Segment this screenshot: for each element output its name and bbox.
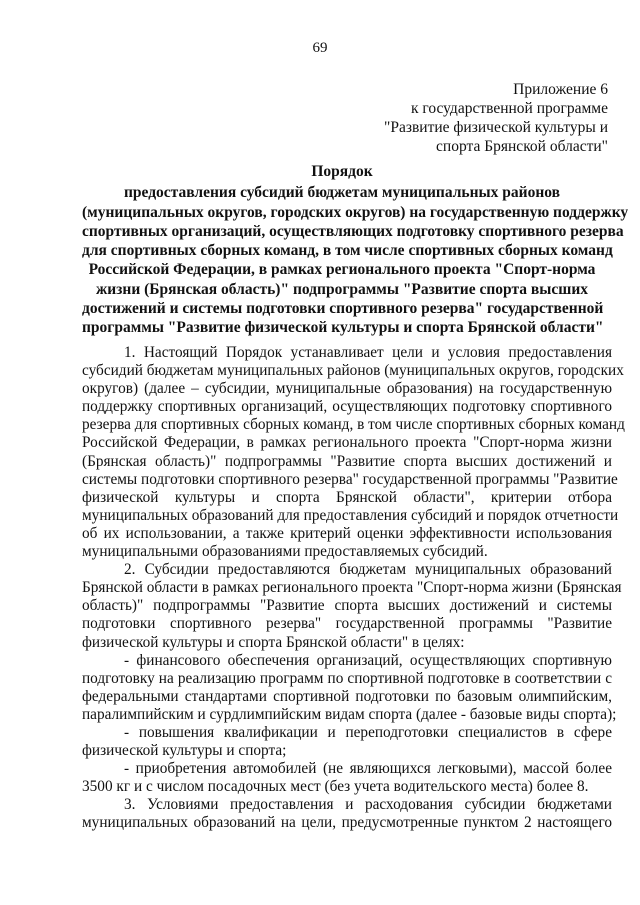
- title-subheading: [82, 183, 629, 337]
- paragraph: [82, 344, 625, 561]
- page-number: 69: [312, 40, 328, 56]
- paragraph-line: подготовку на реализацию программ по спортивной подготовке в соответствии с: [82, 669, 612, 687]
- paragraph: [82, 760, 612, 796]
- document-title: [82, 162, 629, 338]
- title-line: программы "Развитие физической культуры и спорта Брянской области": [82, 319, 604, 337]
- appendix-caption: [384, 80, 608, 156]
- title-line: жизни (Брянская область)" подпрограммы "Развитие спорта высших: [95, 280, 588, 298]
- title-line: для спортивных сборных команд, в том числе спортивных сборных команд: [82, 242, 613, 260]
- paragraph-line: федеральными стандартами спортивной подготовки по базовым олимпийским,: [82, 687, 612, 705]
- appendix-line: "Развитие физической культуры и: [384, 119, 608, 136]
- paragraph-line: поддержку спортивных организаций, осуществляющих подготовку спортивного: [82, 398, 612, 416]
- title-line: спортивных организаций, осуществляющих подготовку спортивного резерва: [82, 222, 624, 240]
- title-heading: Порядок: [311, 163, 373, 180]
- paragraph-line: область)" подпрограммы "Развитие спорта высших достижений и системы: [82, 597, 612, 615]
- title-line: Российской Федерации, в рамках регионального проекта "Спорт-норма: [88, 261, 596, 279]
- paragraph-line: - финансового обеспечения организаций, осуществляющих спортивную: [124, 651, 612, 669]
- appendix-line: Приложение 6: [513, 81, 608, 98]
- paragraph-line: муниципальных образований для предоставления субсидий и порядок отчетности: [82, 506, 619, 524]
- paragraph-line: - повышения квалификации и переподготовки специалистов в сфере: [124, 723, 612, 741]
- paragraph-line: (Брянская область)" подпрограммы "Развитие спорта высших достижений и: [82, 452, 612, 470]
- paragraph: [82, 724, 612, 760]
- appendix-line: к государственной программе: [410, 100, 608, 117]
- paragraph-line: системы подготовки спортивного резерва" государственной программы "Развитие: [82, 470, 618, 488]
- paragraph: [82, 796, 612, 832]
- paragraph-line: об их использовании, а также критерий оценки эффективности использования: [82, 524, 612, 542]
- paragraph-line: муниципальных образований на цели, предусмотренные пунктом 2 настоящего: [82, 814, 612, 832]
- paragraph-line: - приобретения автомобилей (не являющихся легковыми), массой более: [124, 760, 612, 778]
- paragraph-line: физической культуры и спорта Брянской области", критерии отбора: [82, 488, 612, 506]
- paragraph-line: Российской Федерации, в рамках регионального проекта "Спорт-норма жизни: [82, 434, 612, 452]
- appendix-line: спорта Брянской области": [436, 138, 608, 155]
- paragraph: [82, 561, 622, 651]
- paragraph-line: 3500 кг и с числом посадочных мест (без учета водительского места) более 8.: [82, 778, 589, 796]
- paragraph-line: муниципальными образованиями предоставляемых субсидий.: [82, 543, 488, 561]
- paragraph-line: резерва для спортивных сборных команд, в том числе спортивных сборных команд: [82, 416, 625, 434]
- document-body: [82, 344, 625, 833]
- paragraph-line: физической культуры и спорта Брянской области" в целях:: [82, 633, 465, 651]
- paragraph-line: подготовки спортивного резерва" государственной программы "Развитие: [82, 615, 612, 633]
- paragraph-line: округов) (далее – субсидии, муниципальные образования) на государственную: [82, 380, 612, 398]
- title-line: достижений и системы подготовки спортивного резерва" государственной: [82, 300, 604, 318]
- paragraph-line: 2. Субсидии предоставляются бюджетам муниципальных образований: [124, 561, 612, 579]
- paragraph-line: субсидий бюджетам муниципальных районов (муниципальных округов, городских: [82, 362, 624, 380]
- title-line: (муниципальных округов, городских округов) на государственную поддержку: [82, 203, 629, 221]
- paragraph-line: паралимпийским и сурдлимпийским видам спорта (далее - базовые виды спорта);: [82, 705, 617, 723]
- paragraph-line: 1. Настоящий Порядок устанавливает цели и условия предоставления: [124, 344, 612, 361]
- paragraph: [82, 651, 617, 724]
- paragraph-line: Брянской области в рамках регионального проекта "Спорт-норма жизни (Брянская: [82, 579, 622, 597]
- paragraph-line: физической культуры и спорта;: [82, 742, 287, 760]
- title-line: предоставления субсидий бюджетам муниципальных районов: [123, 184, 561, 202]
- paragraph-line: 3. Условиями предоставления и расходования субсидии бюджетами: [124, 796, 612, 814]
